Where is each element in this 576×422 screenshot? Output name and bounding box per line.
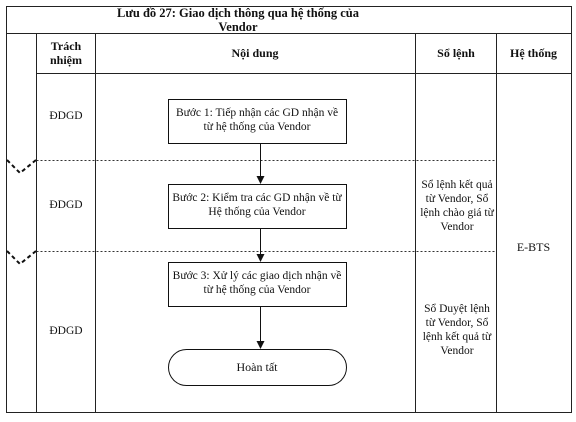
step-2-rect [169, 185, 347, 229]
step-3-rect [169, 263, 347, 307]
row-1-responsibility: ĐDGD [49, 110, 83, 123]
step-3-box: Bước 3: Xử lý các giao dịch nhận về từ hệ thống của Vendor [172, 270, 342, 296]
step-1-rect [169, 100, 347, 144]
header-responsibility: Trách nhiệm [49, 39, 82, 67]
terminal-rect [169, 350, 347, 386]
step-2-box: Bước 2: Kiểm tra các GD nhận về từ Hệ thống của Vendor [172, 192, 342, 218]
step-1-box: Bước 1: Tiếp nhận các GD nhận về từ hệ thống của Vendor [175, 107, 339, 133]
row-2-responsibility: ĐDGD [49, 199, 83, 212]
row-2-order-book: Sổ lệnh kết quả từ Vendor, Sổ lệnh chào giá từ Vendor [420, 178, 494, 234]
system-cell: E-BTS [516, 240, 551, 255]
row-3-order-book: Sổ Duyệt lệnh từ Vendor, Sổ lệnh kết quả từ Vendor [422, 302, 492, 358]
header-order-book: Sổ lệnh [437, 46, 475, 61]
terminal-done: Hoàn tất [236, 359, 278, 374]
header-content: Nội dung [231, 46, 279, 61]
outer-border [7, 7, 572, 413]
flowchart-title: Lưu đồ 27: Giao dịch thông qua hệ thống của Vendor [117, 5, 359, 34]
row-3-responsibility: ĐDGD [49, 325, 83, 338]
header-system: Hệ thống [509, 46, 557, 61]
chevron-mark-1 [7, 160, 36, 173]
chevron-mark-2 [7, 251, 36, 264]
